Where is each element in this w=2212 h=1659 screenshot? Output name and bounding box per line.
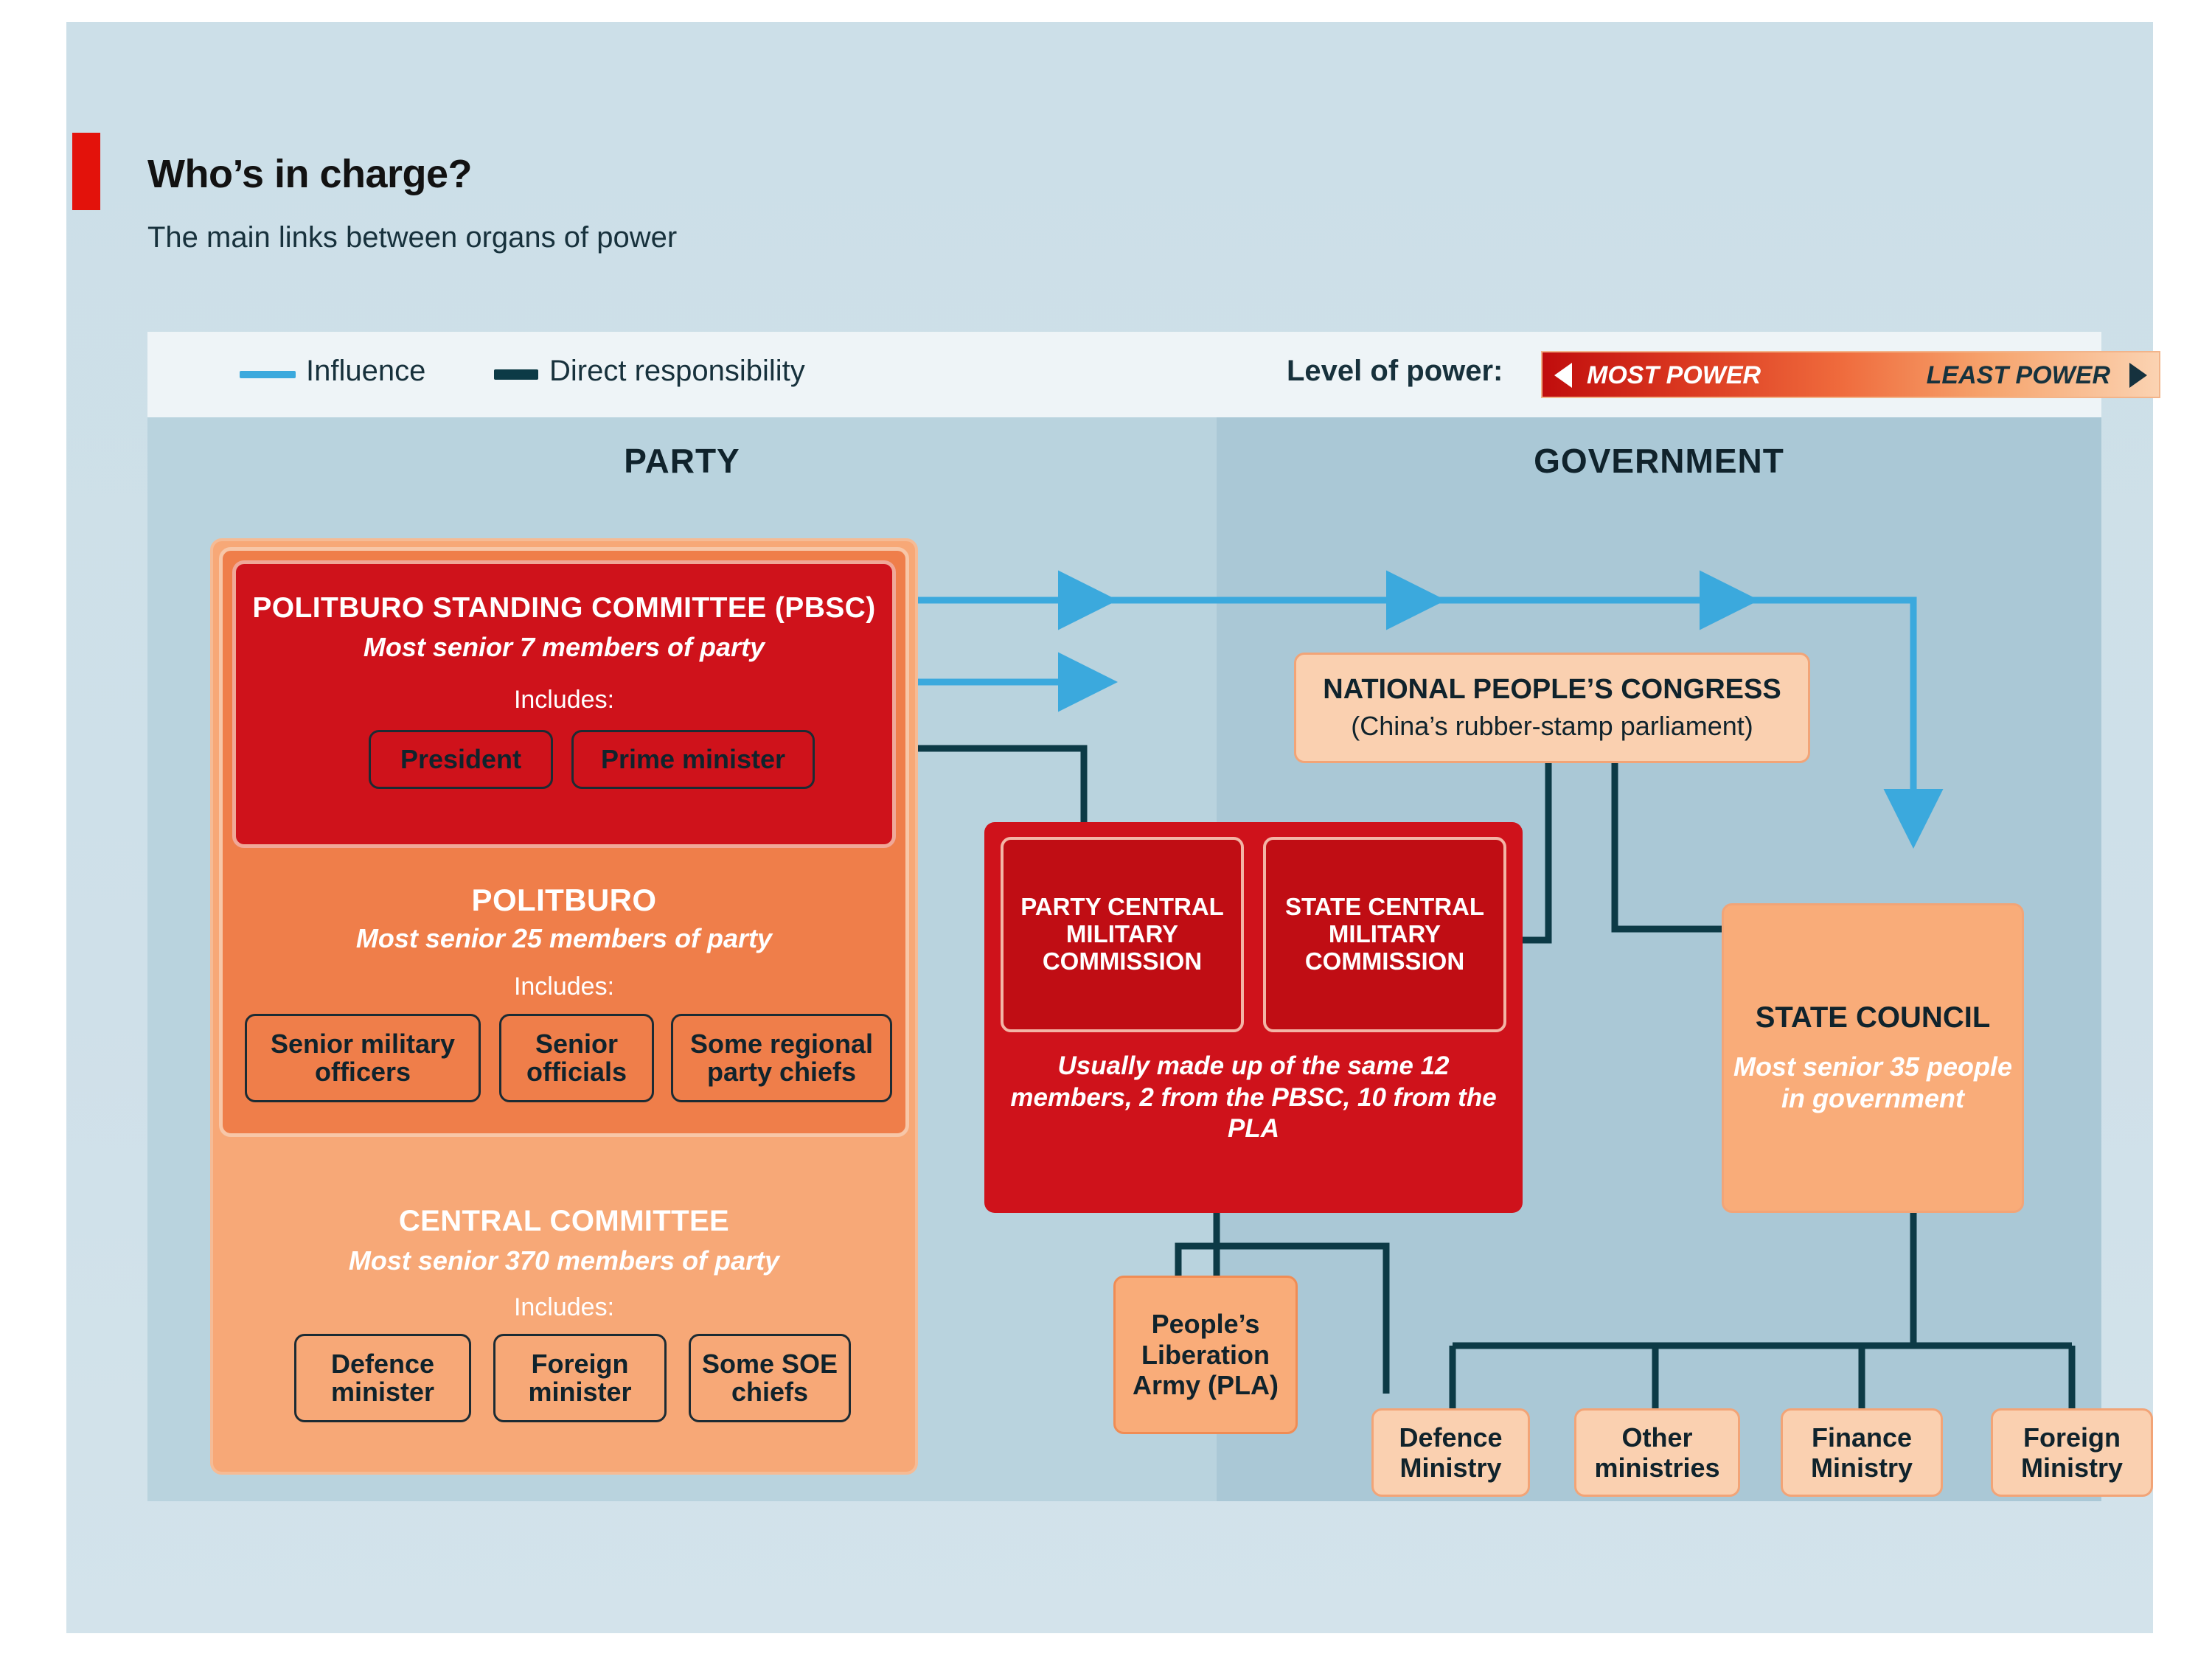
pbsc-title: POLITBURO STANDING COMMITTEE (PBSC) [252, 592, 876, 624]
pill-some-soe-chiefs[interactable] [689, 1334, 851, 1422]
military-commission-note: Usually made up of the same 12 members, 2 from the PBSC, 10 from the PLA [1010, 1051, 1497, 1144]
ministry-label: Other ministries [1594, 1422, 1720, 1483]
pla-box[interactable] [1113, 1276, 1298, 1434]
national-peoples-congress-box[interactable] [1294, 653, 1810, 763]
pill-label: Defence minister [330, 1349, 435, 1407]
central-committee-includes-label: Includes: [513, 1293, 615, 1321]
pill-label: President [400, 744, 522, 775]
npc-title: NATIONAL PEOPLE’S CONGRESS [1323, 674, 1781, 706]
pbsc-subtitle: Most senior 7 members of party [363, 632, 765, 662]
power-legend-label: Level of power: [1287, 355, 1503, 387]
figure-background [66, 22, 2153, 1633]
ministry-label: Defence Ministry [1399, 1422, 1503, 1483]
politburo-title: POLITBURO [471, 883, 657, 917]
direct-legend-label: Direct responsibility [549, 355, 805, 387]
page-title: Who’s in charge? [147, 152, 473, 196]
pill-label: Prime minister [600, 744, 786, 775]
pill-foreign-minister[interactable] [493, 1334, 667, 1422]
ministry-box-other[interactable] [1574, 1408, 1740, 1497]
state-council-title: STATE COUNCIL [1755, 1001, 1991, 1034]
accent-tab [72, 133, 100, 210]
pbsc-box [232, 560, 896, 848]
pill-label: Foreign minister [528, 1349, 632, 1407]
state-council-subtitle: Most senior 35 people in government [1733, 1051, 2013, 1114]
power-scale [1541, 351, 2160, 398]
pill-label: Senior military officers [270, 1029, 456, 1087]
politburo-subtitle: Most senior 25 members of party [355, 923, 773, 953]
direct-line-swatch [494, 369, 538, 380]
central-committee-subtitle: Most senior 370 members of party [348, 1245, 780, 1276]
ministry-box-foreign[interactable] [1991, 1408, 2153, 1497]
ministry-box-finance[interactable] [1781, 1408, 1943, 1497]
pill-some-regional-party-chiefs[interactable] [671, 1014, 892, 1102]
pbsc-includes-label: Includes: [513, 686, 615, 714]
arrow-right-icon [2129, 363, 2147, 388]
pill-label: Senior officials [526, 1029, 627, 1087]
pill-senior-officials[interactable] [499, 1014, 654, 1102]
least-power-label: LEAST POWER [1926, 361, 2110, 389]
central-committee-title: CENTRAL COMMITTEE [398, 1205, 730, 1237]
party-column-heading: PARTY [624, 442, 740, 480]
ministry-label: Foreign Ministry [2020, 1422, 2124, 1483]
pill-defence-minister[interactable] [294, 1334, 471, 1422]
legend-bar [147, 332, 2110, 417]
ministry-box-defence[interactable] [1371, 1408, 1530, 1497]
page-subtitle: The main links between organs of power [147, 221, 678, 254]
pla-label: People’s Liberation Army (PLA) [1132, 1309, 1279, 1401]
most-power-label: MOST POWER [1587, 361, 1761, 389]
pill-label: Some regional party chiefs [689, 1029, 874, 1087]
influence-legend-label: Influence [306, 355, 426, 387]
party-central-military-commission-box[interactable] [1001, 837, 1244, 1032]
pill-prime-minister[interactable] [571, 730, 815, 789]
party-cmc-label: PARTY CENTRAL MILITARY COMMISSION [1020, 893, 1224, 975]
npc-subtitle: (China’s rubber-stamp parliament) [1351, 711, 1753, 742]
arrow-left-icon [1554, 363, 1572, 388]
politburo-includes-label: Includes: [513, 973, 615, 1001]
state-central-military-commission-box[interactable] [1263, 837, 1506, 1032]
government-column-heading: GOVERNMENT [1534, 442, 1784, 480]
ministry-label: Finance Ministry [1810, 1422, 1913, 1483]
influence-line-swatch [240, 371, 296, 378]
state-council-box[interactable] [1722, 903, 2024, 1213]
pill-senior-military-officers[interactable] [245, 1014, 481, 1102]
military-commission-group [984, 822, 1523, 1213]
pill-label: Some SOE chiefs [701, 1349, 838, 1407]
pill-president[interactable] [369, 730, 553, 789]
state-cmc-label: STATE CENTRAL MILITARY COMMISSION [1284, 893, 1485, 975]
